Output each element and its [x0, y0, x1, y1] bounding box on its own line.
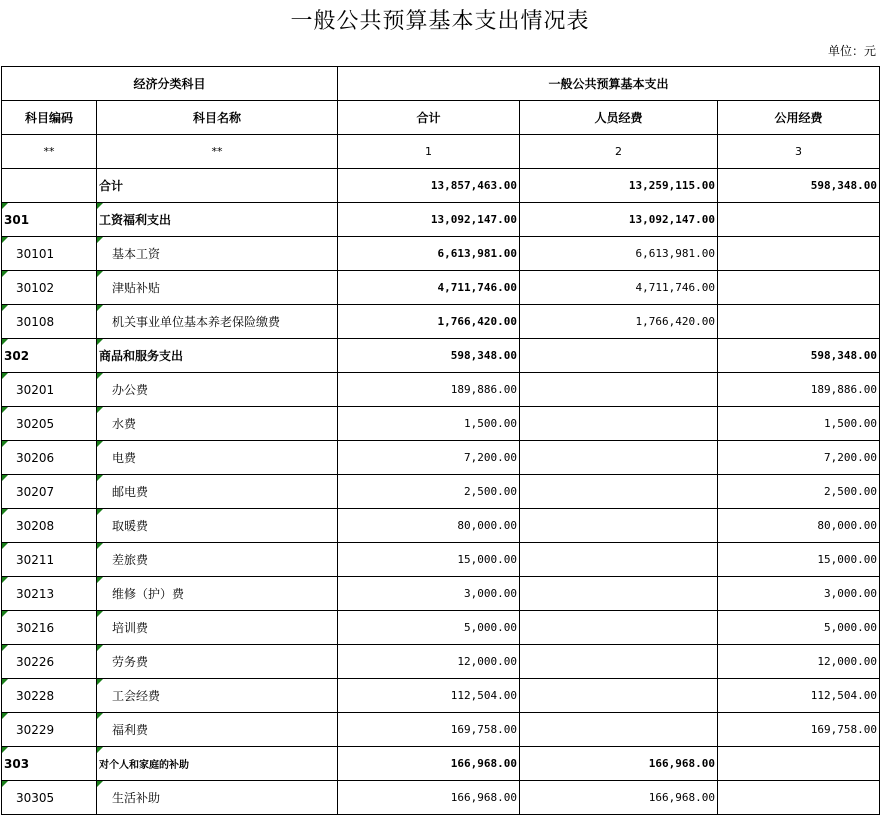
- row-total: 4,711,746.00: [338, 271, 520, 305]
- row-personnel: [520, 441, 718, 475]
- row-total: 189,886.00: [338, 373, 520, 407]
- row-total: 80,000.00: [338, 509, 520, 543]
- table-row: [2, 509, 880, 543]
- row-code: 302: [2, 339, 97, 373]
- total-total: 13,857,463.00: [338, 169, 520, 203]
- row-code: 30206: [2, 441, 97, 475]
- row-total: 12,000.00: [338, 645, 520, 679]
- cell-marker-icon: [2, 441, 8, 447]
- cell-marker-icon: [2, 543, 8, 549]
- row-code: 30207: [2, 475, 97, 509]
- row-code: 30213: [2, 577, 97, 611]
- row-public: [718, 203, 880, 237]
- cell-marker-icon: [97, 611, 103, 617]
- cell-marker-icon: [97, 339, 103, 345]
- row-total: 3,000.00: [338, 577, 520, 611]
- table-row: [2, 203, 880, 237]
- row-public: 12,000.00: [718, 645, 880, 679]
- cell-marker-icon: [2, 577, 8, 583]
- row-total: 7,200.00: [338, 441, 520, 475]
- table-row: [2, 577, 880, 611]
- row-name: 邮电费: [97, 475, 338, 509]
- row-name: 水费: [97, 407, 338, 441]
- index-2: 2: [520, 135, 718, 169]
- cell-marker-icon: [97, 475, 103, 481]
- table-row: [2, 271, 880, 305]
- cell-marker-icon: [2, 475, 8, 481]
- row-code: 30108: [2, 305, 97, 339]
- row-total: 1,766,420.00: [338, 305, 520, 339]
- row-personnel: [520, 543, 718, 577]
- total-row: [2, 169, 880, 203]
- cell-marker-icon: [97, 577, 103, 583]
- index-row: [2, 135, 880, 169]
- table-row: [2, 237, 880, 271]
- table-row: [2, 339, 880, 373]
- row-personnel: [520, 407, 718, 441]
- header-basic-expenditure: 一般公共预算基本支出: [338, 67, 880, 101]
- row-personnel: [520, 713, 718, 747]
- header-public: 公用经费: [718, 101, 880, 135]
- row-code: 30216: [2, 611, 97, 645]
- row-personnel: 166,968.00: [520, 781, 718, 815]
- row-code: 301: [2, 203, 97, 237]
- cell-marker-icon: [2, 407, 8, 413]
- row-name: 培训费: [97, 611, 338, 645]
- row-name: 劳务费: [97, 645, 338, 679]
- cell-marker-icon: [2, 747, 8, 753]
- row-name: 机关事业单位基本养老保险缴费: [97, 305, 338, 339]
- row-name: 办公费: [97, 373, 338, 407]
- cell-marker-icon: [97, 781, 103, 787]
- cell-marker-icon: [2, 645, 8, 651]
- row-code: 30229: [2, 713, 97, 747]
- row-personnel: 4,711,746.00: [520, 271, 718, 305]
- cell-marker-icon: [2, 237, 8, 243]
- row-total: 166,968.00: [338, 747, 520, 781]
- table-row: [2, 611, 880, 645]
- row-name: 津贴补贴: [97, 271, 338, 305]
- row-total: 112,504.00: [338, 679, 520, 713]
- cell-marker-icon: [97, 679, 103, 685]
- row-code: 30208: [2, 509, 97, 543]
- total-name: 合计: [97, 169, 338, 203]
- header-economic-classification: 经济分类科目: [2, 67, 338, 101]
- row-public: 80,000.00: [718, 509, 880, 543]
- cell-marker-icon: [97, 271, 103, 277]
- row-code: 30101: [2, 237, 97, 271]
- row-public: [718, 305, 880, 339]
- cell-marker-icon: [97, 747, 103, 753]
- row-total: 5,000.00: [338, 611, 520, 645]
- table-row: [2, 441, 880, 475]
- row-name: 工会经费: [97, 679, 338, 713]
- row-public: 1,500.00: [718, 407, 880, 441]
- row-name: 对个人和家庭的补助: [97, 747, 338, 781]
- header-total: 合计: [338, 101, 520, 135]
- cell-marker-icon: [2, 509, 8, 515]
- row-code: 303: [2, 747, 97, 781]
- cell-marker-icon: [2, 679, 8, 685]
- cell-marker-icon: [2, 781, 8, 787]
- row-personnel: [520, 339, 718, 373]
- row-personnel: 1,766,420.00: [520, 305, 718, 339]
- row-name: 差旅费: [97, 543, 338, 577]
- total-personnel: 13,259,115.00: [520, 169, 718, 203]
- row-public: [718, 747, 880, 781]
- row-code: 30228: [2, 679, 97, 713]
- total-public: 598,348.00: [718, 169, 880, 203]
- row-name: 基本工资: [97, 237, 338, 271]
- row-personnel: [520, 577, 718, 611]
- row-name: 电费: [97, 441, 338, 475]
- row-public: 112,504.00: [718, 679, 880, 713]
- table-row: [2, 543, 880, 577]
- total-code: [2, 169, 97, 203]
- row-public: 169,758.00: [718, 713, 880, 747]
- index-3: 3: [718, 135, 880, 169]
- row-total: 6,613,981.00: [338, 237, 520, 271]
- cell-marker-icon: [97, 713, 103, 719]
- row-total: 15,000.00: [338, 543, 520, 577]
- row-total: 13,092,147.00: [338, 203, 520, 237]
- cell-marker-icon: [97, 203, 103, 209]
- index-name: **: [97, 135, 338, 169]
- row-public: 5,000.00: [718, 611, 880, 645]
- header-code: 科目编码: [2, 101, 97, 135]
- cell-marker-icon: [97, 509, 103, 515]
- row-personnel: [520, 373, 718, 407]
- cell-marker-icon: [2, 305, 8, 311]
- table-row: [2, 781, 880, 815]
- row-public: 7,200.00: [718, 441, 880, 475]
- table-row: [2, 373, 880, 407]
- cell-marker-icon: [97, 305, 103, 311]
- row-personnel: 13,092,147.00: [520, 203, 718, 237]
- row-personnel: 6,613,981.00: [520, 237, 718, 271]
- row-personnel: [520, 611, 718, 645]
- row-name: 商品和服务支出: [97, 339, 338, 373]
- page-title: 一般公共预算基本支出情况表: [290, 9, 590, 34]
- row-public: 598,348.00: [718, 339, 880, 373]
- cell-marker-icon: [2, 203, 8, 209]
- row-total: 1,500.00: [338, 407, 520, 441]
- unit-label: 单位：元: [827, 44, 876, 58]
- row-personnel: [520, 475, 718, 509]
- row-public: [718, 237, 880, 271]
- table-row: [2, 747, 880, 781]
- header-column-row: [2, 101, 880, 135]
- cell-marker-icon: [2, 271, 8, 277]
- header-name: 科目名称: [97, 101, 338, 135]
- cell-marker-icon: [97, 373, 103, 379]
- header-personnel: 人员经费: [520, 101, 718, 135]
- cell-marker-icon: [97, 237, 103, 243]
- table-row: [2, 475, 880, 509]
- index-code: **: [2, 135, 97, 169]
- row-code: 30226: [2, 645, 97, 679]
- cell-marker-icon: [2, 373, 8, 379]
- cell-marker-icon: [97, 441, 103, 447]
- row-public: 2,500.00: [718, 475, 880, 509]
- table-body: [2, 203, 880, 815]
- row-name: 维修（护）费: [97, 577, 338, 611]
- row-personnel: 166,968.00: [520, 747, 718, 781]
- table-row: [2, 679, 880, 713]
- row-code: 30201: [2, 373, 97, 407]
- table-row: [2, 407, 880, 441]
- row-code: 30305: [2, 781, 97, 815]
- header-group-row: [2, 67, 880, 101]
- row-total: 166,968.00: [338, 781, 520, 815]
- row-personnel: [520, 645, 718, 679]
- row-total: 169,758.00: [338, 713, 520, 747]
- row-code: 30205: [2, 407, 97, 441]
- expenditure-table: [1, 66, 880, 815]
- cell-marker-icon: [2, 713, 8, 719]
- cell-marker-icon: [97, 645, 103, 651]
- row-name: 取暖费: [97, 509, 338, 543]
- row-public: 189,886.00: [718, 373, 880, 407]
- table-row: [2, 645, 880, 679]
- row-personnel: [520, 679, 718, 713]
- index-1: 1: [338, 135, 520, 169]
- row-public: [718, 271, 880, 305]
- row-name: 工资福利支出: [97, 203, 338, 237]
- cell-marker-icon: [2, 339, 8, 345]
- row-name: 福利费: [97, 713, 338, 747]
- row-code: 30211: [2, 543, 97, 577]
- table-row: [2, 305, 880, 339]
- row-code: 30102: [2, 271, 97, 305]
- cell-marker-icon: [97, 543, 103, 549]
- row-personnel: [520, 509, 718, 543]
- cell-marker-icon: [2, 611, 8, 617]
- row-total: 598,348.00: [338, 339, 520, 373]
- row-public: 3,000.00: [718, 577, 880, 611]
- table-row: [2, 713, 880, 747]
- row-public: 15,000.00: [718, 543, 880, 577]
- row-name: 生活补助: [97, 781, 338, 815]
- row-total: 2,500.00: [338, 475, 520, 509]
- row-public: [718, 781, 880, 815]
- cell-marker-icon: [97, 407, 103, 413]
